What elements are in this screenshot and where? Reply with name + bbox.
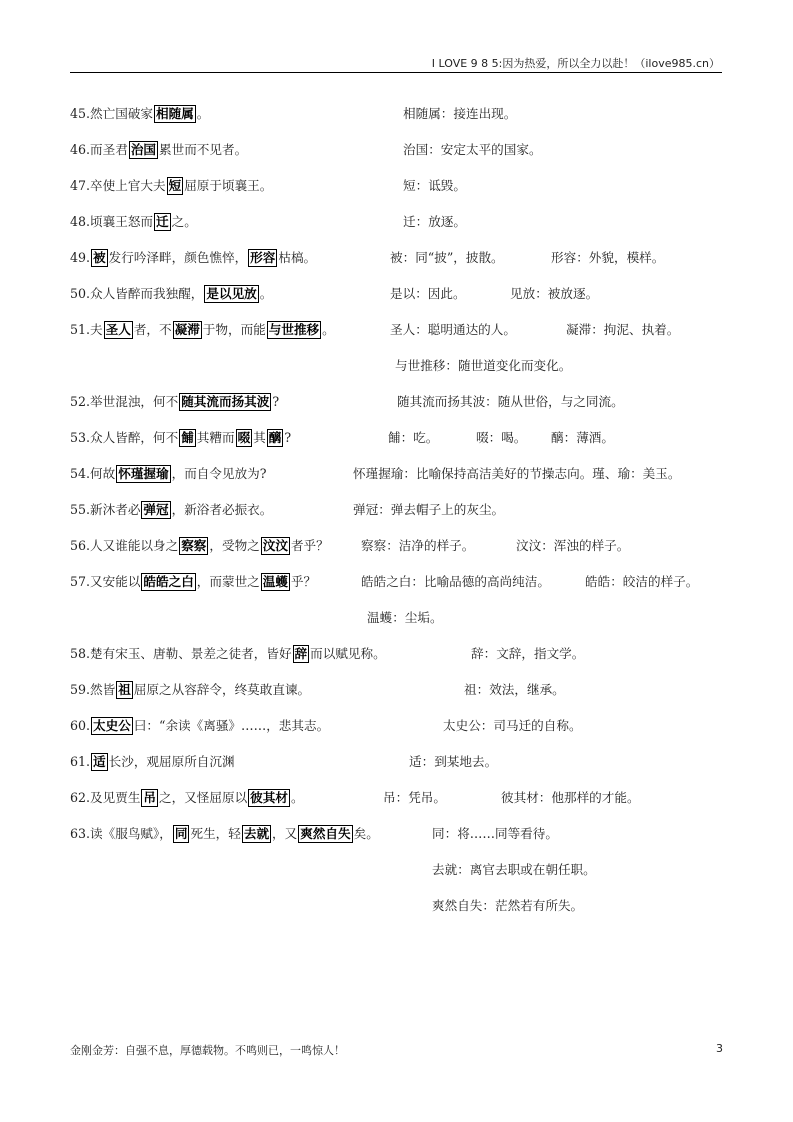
sentence-text: 又安能以	[90, 574, 141, 589]
definition: 凝滞：拘泥、执着。	[566, 322, 680, 337]
sentence-text: 夫	[90, 322, 103, 337]
definition: 迁：放逐。	[403, 214, 466, 229]
entry-number: 47.	[70, 178, 91, 193]
highlighted-term: 适	[93, 754, 106, 769]
sentence-text: 长沙，观屈原所自沉渊	[108, 754, 235, 769]
sentence-text: 顷襄王怒而	[90, 214, 153, 229]
sentence-text: 众人皆醉，何不	[90, 430, 179, 445]
sentence-text: 死生，轻	[190, 826, 241, 841]
entry-line	[70, 716, 329, 736]
entry-number: 52.	[70, 394, 91, 409]
definition: 醨：薄酒。	[551, 430, 614, 445]
highlighted-term: 啜	[237, 430, 251, 445]
sentence-text: 其糟而	[196, 430, 235, 445]
definition: 太史公：司马迁的自称。	[443, 718, 582, 733]
entry-line	[70, 104, 209, 124]
highlighted-term: 去就	[243, 826, 270, 841]
highlighted-term: 被	[93, 250, 106, 265]
sentence-text: 读《服鸟赋》，	[90, 826, 172, 841]
entry-number: 48.	[70, 214, 91, 229]
definition: 被：同“披”，披散。	[390, 250, 504, 265]
sentence-text: 何故	[90, 466, 116, 481]
highlighted-term: 皓皓之白	[143, 574, 194, 589]
sentence-text: 其	[253, 430, 266, 445]
highlighted-term: 形容	[250, 250, 276, 265]
entry-number: 62.	[70, 790, 91, 805]
entry-number: 60.	[70, 718, 91, 733]
entry-number: 57.	[70, 574, 91, 589]
highlighted-term: 弹冠	[143, 502, 169, 517]
sentence-text: ，而自令见放为?	[171, 466, 267, 481]
sentence-text: 而圣君	[90, 142, 128, 157]
entry-number: 45.	[70, 106, 91, 121]
highlighted-term: 与世推移	[268, 322, 320, 337]
entry-number: 63.	[70, 826, 91, 841]
definition: 餔：吃。	[388, 430, 439, 445]
definition: 温蠖：尘垢。	[367, 610, 443, 625]
entry-number: 51.	[70, 322, 91, 337]
highlighted-term: 爽然自失	[300, 826, 351, 841]
sentence-text: 发行吟泽畔，颜色憔悴，	[108, 250, 248, 265]
highlighted-term: 怀瑾握瑜	[118, 466, 169, 481]
highlighted-term: 察察	[181, 538, 207, 553]
entry-number: 55.	[70, 502, 91, 517]
footer-motto: 金刚金芳：自强不息，厚德载物。不鸣则已，一鸣惊人！	[70, 1044, 345, 1057]
sentence-text: 。	[322, 322, 335, 337]
entry-line	[70, 392, 279, 412]
definition: 同：将……同等看待。	[432, 826, 558, 841]
sentence-text: ?	[272, 394, 280, 409]
entry-line	[70, 176, 272, 196]
sentence-text: 者，不	[133, 322, 172, 337]
entry-line	[70, 572, 316, 592]
definition: 随其流而扬其波：随从世俗，与之同流。	[397, 394, 624, 409]
highlighted-term: 餔	[181, 430, 194, 445]
page-header: I LOVE 9 8 5:因为热爱，所以全力以赴！（ilove985.cn）	[431, 57, 720, 70]
highlighted-term: 治国	[130, 142, 156, 157]
definition: 弹冠：弹去帽子上的灰尘。	[353, 502, 505, 517]
definition: 彼其材：他那样的才能。	[501, 790, 640, 805]
definition: 啜：喝。	[476, 430, 527, 445]
entry-line	[70, 788, 304, 808]
entry-number: 49.	[70, 250, 91, 265]
highlighted-term: 吊	[143, 790, 156, 805]
definition: 去就：离官去职或在朝任职。	[432, 862, 596, 877]
definition: 圣人：聪明通达的人。	[390, 322, 516, 337]
entry-number: 56.	[70, 538, 91, 553]
highlighted-term: 迁	[156, 214, 169, 229]
definition: 见放：被放逐。	[510, 286, 599, 301]
entry-line	[70, 752, 235, 772]
highlighted-term: 太史公	[93, 718, 131, 733]
sentence-text: 卒使上官大夫	[90, 178, 166, 193]
definition: 爽然自失：茫然若有所失。	[432, 898, 584, 913]
definition: 短：诋毁。	[403, 178, 466, 193]
entry-line	[70, 680, 310, 700]
sentence-text: 枯槁。	[278, 250, 317, 265]
definition: 察察：洁净的样子。	[361, 538, 475, 553]
sentence-text: 及见贾生	[90, 790, 141, 805]
sentence-text: 者乎？	[290, 538, 329, 553]
sentence-text: 矣。	[353, 826, 379, 841]
entry-number: 50.	[70, 286, 91, 301]
sentence-text: 。	[196, 106, 210, 121]
entry-line	[70, 284, 272, 304]
entry-line	[70, 644, 386, 664]
definition: 辞：文辞，指文学。	[471, 646, 585, 661]
entry-line	[70, 320, 335, 340]
highlighted-term: 圣人	[105, 322, 131, 337]
page-number: 3	[716, 1042, 723, 1055]
definition: 汶汶：浑浊的样子。	[516, 538, 630, 553]
highlighted-term: 彼其材	[250, 790, 288, 805]
definition: 是以：因此。	[390, 286, 466, 301]
definition: 皓皓：皎洁的样子。	[585, 574, 699, 589]
sentence-text: 屈原于顷襄王。	[184, 178, 273, 193]
entry-line	[70, 428, 291, 448]
highlighted-term: 辞	[294, 646, 308, 661]
definition: 与世推移：随世道变化而变化。	[395, 358, 572, 373]
entry-number: 46.	[70, 142, 91, 157]
highlighted-term: 醨	[268, 430, 282, 445]
sentence-text: 之。	[171, 214, 197, 229]
sentence-text: 之，又怪屈原以	[159, 790, 248, 805]
sentence-text: 楚有宋玉、唐勒、景差之徒者，皆好	[90, 646, 292, 661]
definition: 形容：外貌，模样。	[551, 250, 665, 265]
sentence-text: 然亡国破家	[90, 106, 153, 121]
highlighted-term: 祖	[118, 682, 131, 697]
highlighted-term: 温蠖	[262, 574, 288, 589]
sentence-text: 曰：“余读《离骚》……，悲其志。	[133, 718, 330, 733]
entry-line	[70, 464, 267, 484]
sentence-text: 举世混浊，何不	[90, 394, 179, 409]
header-rule	[70, 72, 722, 73]
sentence-text: 。	[290, 790, 304, 805]
highlighted-term: 同	[174, 826, 188, 841]
sentence-text: ，新浴者必振衣。	[171, 502, 273, 517]
sentence-text: 然皆	[90, 682, 116, 697]
entry-line	[70, 212, 197, 232]
sentence-text: 。	[259, 286, 273, 301]
highlighted-term: 凝滞	[174, 322, 200, 337]
highlighted-term: 汶汶	[262, 538, 288, 553]
definition: 怀瑾握瑜：比喻保持高洁美好的节操志向。瑾、瑜：美玉。	[353, 466, 681, 481]
sentence-text: 人又谁能以身之	[90, 538, 179, 553]
entry-line	[70, 536, 329, 556]
entry-line	[70, 500, 272, 520]
highlighted-term: 是以见放	[206, 286, 257, 301]
entry-line	[70, 824, 379, 844]
entry-number: 59.	[70, 682, 91, 697]
definition: 相随属：接连出现。	[403, 106, 517, 121]
entry-number: 53.	[70, 430, 91, 445]
sentence-text: 新沐者必	[90, 502, 141, 517]
definition: 皓皓之白：比喻品德的高尚纯洁。	[361, 574, 550, 589]
entry-number: 61.	[70, 754, 91, 769]
highlighted-term: 随其流而扬其波	[181, 394, 270, 409]
sentence-text: 于物，而能	[202, 322, 266, 337]
definition: 祖：效法，继承。	[464, 682, 565, 697]
sentence-text: ?	[284, 430, 292, 445]
sentence-text: 累世而不见者。	[159, 142, 248, 157]
sentence-text: ，又	[272, 826, 298, 841]
sentence-text: 乎？	[290, 574, 317, 589]
entry-number: 54.	[70, 466, 91, 481]
definition: 治国：安定太平的国家。	[403, 142, 542, 157]
sentence-text: 而以赋见称。	[310, 646, 386, 661]
sentence-text: 屈原之从容辞令，终莫敢直谏。	[133, 682, 311, 697]
sentence-text: ，而蒙世之	[196, 574, 260, 589]
entry-line	[70, 140, 247, 160]
definition: 吊：凭吊。	[383, 790, 446, 805]
sentence-text: 众人皆醉而我独醒，	[90, 286, 204, 301]
entry-line	[70, 248, 316, 268]
highlighted-term: 相随属	[156, 106, 194, 121]
highlighted-term: 短	[168, 178, 182, 193]
entry-number: 58.	[70, 646, 91, 661]
definition: 适：到某地去。	[409, 754, 498, 769]
sentence-text: ，受物之	[209, 538, 260, 553]
